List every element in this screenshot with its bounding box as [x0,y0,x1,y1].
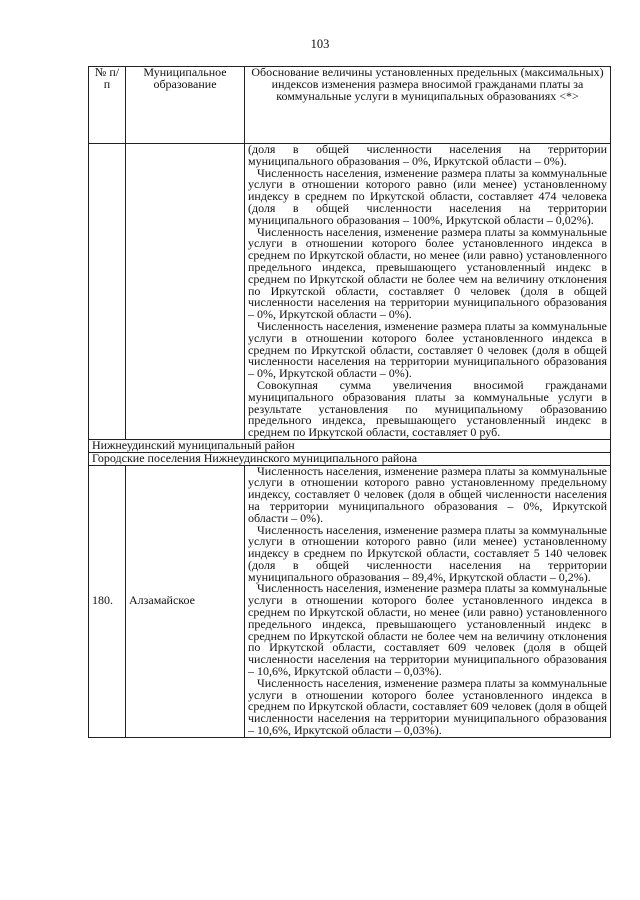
paragraph: Численность населения, изменение размера платы за коммунальные услуги в отношении которого более установленного индекса в среднем по Иркутской области, но менее (или равно) установленного предельного индекса, превышающего установленный индекс в среднем по Иркутской области не более чем на величину отклонения по Иркутской области, составляет 609 человек (доля в общей численности населения на территории муниципального образования – 10,6%, Иркутской области – 0,03%). [248,581,607,679]
table-header-row [89,67,611,144]
header-municipality: Муниципальное образование [126,67,245,144]
paragraph: Численность населения, изменение размера платы за коммунальные услуги в отношении которого равно (или менее) установленному индексу в среднем по Иркутской области, составляет 5 140 человек (доля в общей численности населения на территории муниципального образования – 89,4%, Иркутской области – 0,2%). [248,522,607,584]
paragraph: Численность населения, изменение размера платы за коммунальные услуги в отношении которого равно установленному предельному индексу, составляет 0 человек (доля в общей численности населения на территории муниципального образования – 0%, Иркутской области – 0%). [248,463,607,525]
continued-justification-cell [245,144,611,440]
row-number: 180. [89,465,126,737]
row-180-justification-cell [245,465,611,737]
district-title: Нижнеудинский муниципальный район [89,439,611,452]
municipality-name: Алзамайское [126,465,245,737]
paragraph: Численность населения, изменение размера платы за коммунальные услуги в отношении которого более установленного индекса в среднем по Иркутской области, составляет 0 человек (доля в общей численности населения на территории муниципального образования – 0%, Иркутской области – 0%). [248,318,607,381]
continued-name-cell [126,144,245,440]
paragraph: Численность населения, изменение размера платы за коммунальные услуги в отношении которого более установленного индекса в среднем по Иркутской области, составляет 609 человек (доля в общей численности населения на территории муниципального образования – 10,6%, Иркутской области – 0,03%). [248,675,607,738]
paragraph: (доля в общей численности населения на территории муниципального образования – 0%, Иркутской области – 0%). [248,142,607,168]
table-row-continued [89,144,611,440]
header-justification: Обоснование величины установленных предельных (максимальных) индексов изменения размера вносимой гражданами платы за коммунальные услуги в муниципальных образованиях <*> [245,67,611,144]
subsection-title: Городские поселения Нижнеудинского муниципального района [89,452,611,465]
paragraph: Совокупная сумма увеличения вносимой гражданами муниципального образования платы за коммунальные услуги в результате установления по муниципальному образованию предельного индекса, превышающего установленный индекс в среднем по Иркутской области, составляет 0 руб. [248,377,607,440]
table-row-180 [89,465,611,737]
paragraph: Численность населения, изменение размера платы за коммунальные услуги в отношении которого равно (или менее) установленному индексу в среднем по Иркутской области, составляет 474 человека (доля в общей численности населения на территории муниципального образования – 100%, Иркутской области – 0,02%). [248,165,607,227]
paragraph: Численность населения, изменение размера платы за коммунальные услуги в отношении которого более установленного индекса в среднем по Иркутской области, но менее (или равно) установленного предельного индекса, превышающего установленный индекс в среднем по Иркутской области не более чем на величину отклонения по Иркутской области, составляет 0 человек (доля в общей численности населения на территории муниципального образования – 0%, Иркутской области – 0%). [248,224,607,322]
tariff-justification-table [88,66,611,738]
header-num: № п/п [89,67,126,144]
page-number: 103 [310,37,330,51]
continued-num-cell [89,144,126,440]
